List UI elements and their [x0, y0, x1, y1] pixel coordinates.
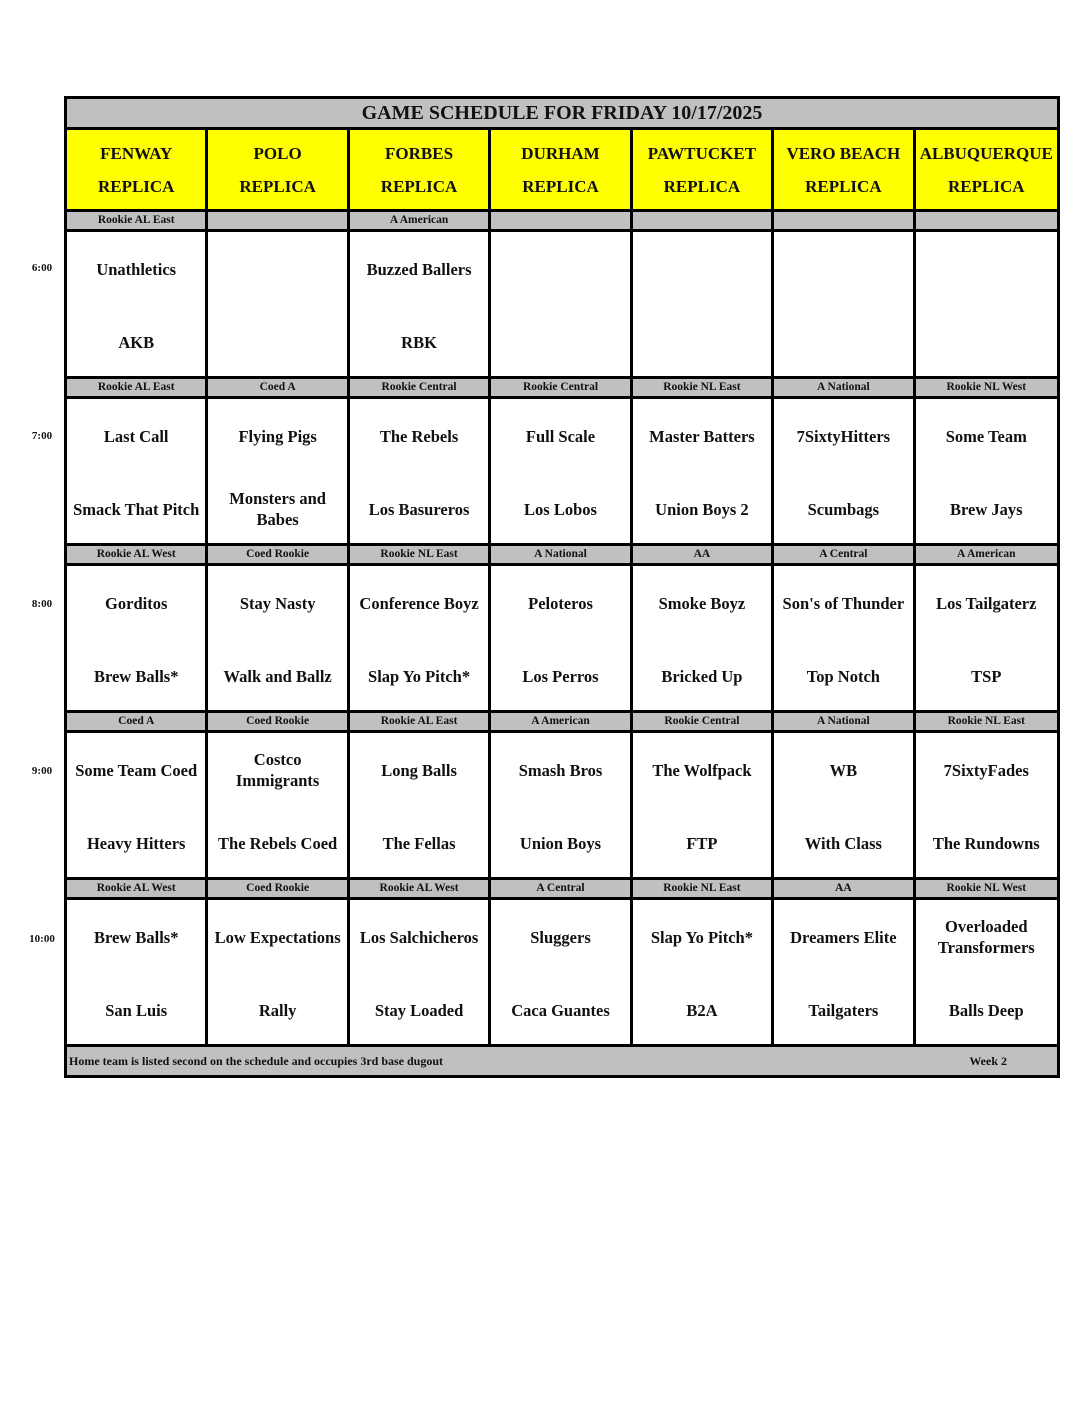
field-name: POLO: [253, 143, 302, 163]
league-label: A National: [491, 546, 632, 566]
home-team: AKB: [118, 332, 155, 352]
away-team: [493, 246, 627, 292]
home-team: Smack That Pitch: [73, 499, 200, 519]
schedule-title: GAME SCHEDULE FOR FRIDAY 10/17/2025: [67, 99, 1057, 130]
game-row: [67, 566, 1057, 713]
league-label: Rookie NL West: [916, 880, 1057, 900]
game-cell: [774, 733, 915, 880]
field-subtitle: REPLICA: [663, 176, 741, 196]
home-team: Top Notch: [806, 666, 880, 686]
away-team: Smoke Boyz: [658, 593, 746, 613]
home-team: Caca Guantes: [511, 1000, 610, 1020]
game-cell: [491, 566, 632, 713]
away-team: Sluggers: [530, 927, 591, 947]
league-label: Rookie AL West: [67, 880, 208, 900]
game-cell: [633, 733, 774, 880]
league-label: A Central: [774, 546, 915, 566]
game-cell: [774, 232, 915, 379]
field-header: [633, 130, 774, 212]
away-team: Flying Pigs: [238, 426, 317, 446]
footer-note: Home team is listed second on the schedule and occupies 3rd base dugout: [69, 1054, 444, 1068]
away-team: Dreamers Elite: [790, 927, 897, 947]
game-cell: [208, 900, 349, 1047]
week-label: Week 2: [969, 1054, 1007, 1068]
home-team: Brew Jays: [949, 499, 1023, 519]
home-team: [493, 319, 627, 365]
home-team: Los Lobos: [524, 499, 597, 519]
league-label: A American: [491, 713, 632, 733]
away-team: Unathletics: [96, 259, 177, 279]
home-team: Tailgaters: [808, 1000, 879, 1020]
field-name: FORBES: [385, 143, 454, 163]
league-label: A National: [774, 713, 915, 733]
league-label: Rookie AL East: [350, 713, 491, 733]
game-cell: [916, 566, 1057, 713]
away-team: Costco Immigrants: [235, 750, 320, 790]
home-team: San Luis: [105, 1000, 168, 1020]
game-cell: [916, 232, 1057, 379]
game-cell: [633, 566, 774, 713]
away-team: Low Expectations: [214, 927, 341, 947]
home-team: Bricked Up: [661, 666, 743, 686]
home-team: Scumbags: [807, 499, 880, 519]
league-label: Rookie NL East: [916, 713, 1057, 733]
league-label: A National: [774, 379, 915, 399]
home-team: B2A: [686, 1000, 718, 1020]
league-label: Coed A: [67, 713, 208, 733]
game-cell: [774, 900, 915, 1047]
home-team: With Class: [804, 833, 882, 853]
home-team: Los Basureros: [368, 499, 470, 519]
league-label: [633, 212, 774, 232]
league-band-row: [67, 212, 1057, 232]
time-label: 9:00: [31, 765, 53, 777]
game-cell: [916, 733, 1057, 880]
home-team: Stay Loaded: [374, 1000, 464, 1020]
away-team: Full Scale: [525, 426, 596, 446]
home-team: [918, 319, 1055, 365]
away-team: Slap Yo Pitch*: [650, 927, 753, 947]
away-team: [918, 246, 1055, 292]
field-subtitle: REPLICA: [522, 176, 599, 196]
home-team: Los Perros: [522, 666, 599, 686]
away-team: Master Batters: [649, 426, 755, 446]
league-label: Rookie AL East: [67, 379, 208, 399]
time-label: 10:00: [29, 933, 55, 945]
league-label: Rookie AL West: [350, 880, 491, 900]
league-label: Rookie AL East: [67, 212, 208, 232]
game-cell: [208, 566, 349, 713]
game-cell: [67, 733, 208, 880]
league-band-row: [67, 713, 1057, 733]
game-row: [67, 733, 1057, 880]
field-header: [774, 130, 915, 212]
field-header: [491, 130, 632, 212]
away-team: Stay Nasty: [239, 593, 316, 613]
game-cell: [67, 566, 208, 713]
game-cell: [491, 232, 632, 379]
league-label: AA: [633, 546, 774, 566]
away-team: Gorditos: [105, 593, 168, 613]
game-cell: [350, 399, 491, 546]
field-name: PAWTUCKET: [647, 143, 757, 163]
away-team: Smash Bros: [518, 760, 603, 780]
league-label: [208, 212, 349, 232]
home-team: Walk and Ballz: [223, 666, 332, 686]
game-row: [67, 399, 1057, 546]
away-team: Overloaded Transformers: [937, 917, 1035, 957]
field-subtitle: REPLICA: [805, 176, 882, 196]
league-label: Coed Rookie: [208, 880, 349, 900]
away-team: Los Salchicheros: [359, 927, 479, 947]
home-team: Union Boys 2: [655, 499, 749, 519]
home-team: Monsters and Babes: [229, 489, 326, 529]
away-team: Some Team Coed: [75, 760, 198, 780]
away-team: [776, 246, 910, 292]
away-team: The Rebels: [379, 426, 459, 446]
league-label: Coed Rookie: [208, 546, 349, 566]
game-cell: [208, 733, 349, 880]
away-team: Brew Balls*: [93, 927, 179, 947]
game-cell: [350, 566, 491, 713]
field-header: [916, 130, 1057, 212]
game-cell: [67, 900, 208, 1047]
away-team: WB: [829, 760, 858, 780]
home-team: FTP: [686, 833, 718, 853]
home-team: [210, 319, 344, 365]
home-team: Heavy Hitters: [86, 833, 186, 853]
league-label: [916, 212, 1057, 232]
game-cell: [774, 566, 915, 713]
field-header: [350, 130, 491, 212]
game-cell: [350, 232, 491, 379]
game-cell: [491, 733, 632, 880]
away-team: [635, 246, 769, 292]
away-team: Buzzed Ballers: [366, 259, 472, 279]
away-team: 7SixtyHitters: [796, 426, 891, 446]
home-team: Slap Yo Pitch*: [368, 666, 471, 686]
league-label: Rookie NL East: [633, 379, 774, 399]
home-team: Union Boys: [519, 833, 602, 853]
away-team: 7SixtyFades: [943, 760, 1029, 780]
league-label: Rookie AL West: [67, 546, 208, 566]
game-cell: [67, 232, 208, 379]
field-header: [208, 130, 349, 212]
game-row: [67, 232, 1057, 379]
away-team: Peloteros: [528, 593, 593, 613]
field-header: [67, 130, 208, 212]
game-cell: [491, 399, 632, 546]
away-team: Conference Boyz: [359, 593, 479, 613]
field-name: VERO BEACH: [786, 143, 901, 163]
footer-band: [67, 1047, 1057, 1075]
game-cell: [208, 232, 349, 379]
league-label: [491, 212, 632, 232]
field-name: FENWAY: [100, 143, 173, 163]
home-team: TSP: [971, 666, 1002, 686]
league-label: Rookie NL West: [916, 379, 1057, 399]
home-team: [635, 319, 769, 365]
league-label: Coed A: [208, 379, 349, 399]
field-subtitle: REPLICA: [97, 176, 175, 196]
time-label: 6:00: [31, 262, 53, 274]
game-cell: [350, 733, 491, 880]
league-label: AA: [774, 880, 915, 900]
game-cell: [633, 900, 774, 1047]
field-subtitle: REPLICA: [948, 176, 1025, 196]
time-label: 8:00: [31, 598, 53, 610]
away-team: [210, 246, 344, 292]
league-band-row: [67, 880, 1057, 900]
game-row: [67, 900, 1057, 1047]
league-label: A Central: [491, 880, 632, 900]
home-team: The Rundowns: [932, 833, 1040, 853]
home-team: Balls Deep: [948, 1000, 1024, 1020]
game-cell: [774, 399, 915, 546]
home-team: The Fellas: [382, 833, 456, 853]
league-label: Rookie Central: [633, 713, 774, 733]
field-subtitle: REPLICA: [380, 176, 458, 196]
league-label: [774, 212, 915, 232]
away-team: Some Team: [945, 426, 1027, 446]
field-name: DURHAM: [521, 143, 600, 163]
home-team: Rally: [258, 1000, 297, 1020]
away-team: Los Tailgaterz: [936, 593, 1037, 613]
away-team: Long Balls: [381, 760, 457, 780]
game-cell: [916, 900, 1057, 1047]
field-subtitle: REPLICA: [239, 176, 316, 196]
game-cell: [633, 399, 774, 546]
home-team: RBK: [401, 332, 437, 352]
league-band-row: [67, 379, 1057, 399]
schedule-table: [64, 96, 1060, 1078]
home-team: [776, 319, 910, 365]
home-team: The Rebels Coed: [218, 833, 338, 853]
home-team: Brew Balls*: [93, 666, 179, 686]
time-slots: [67, 212, 1057, 1047]
league-label: Rookie Central: [491, 379, 632, 399]
league-label: A American: [916, 546, 1057, 566]
league-label: Rookie Central: [350, 379, 491, 399]
game-cell: [350, 900, 491, 1047]
time-label: 7:00: [31, 430, 53, 442]
game-cell: [916, 399, 1057, 546]
game-cell: [491, 900, 632, 1047]
league-label: Rookie NL East: [633, 880, 774, 900]
game-cell: [208, 399, 349, 546]
game-cell: [633, 232, 774, 379]
league-band-row: [67, 546, 1057, 566]
league-label: A American: [350, 212, 491, 232]
field-name: ALBUQUERQUE: [919, 143, 1053, 163]
away-team: Last Call: [103, 426, 169, 446]
league-label: Rookie NL East: [350, 546, 491, 566]
league-label: Coed Rookie: [208, 713, 349, 733]
field-header-row: [67, 130, 1057, 212]
away-team: Son's of Thunder: [782, 593, 905, 613]
away-team: The Wolfpack: [652, 760, 752, 780]
game-cell: [67, 399, 208, 546]
